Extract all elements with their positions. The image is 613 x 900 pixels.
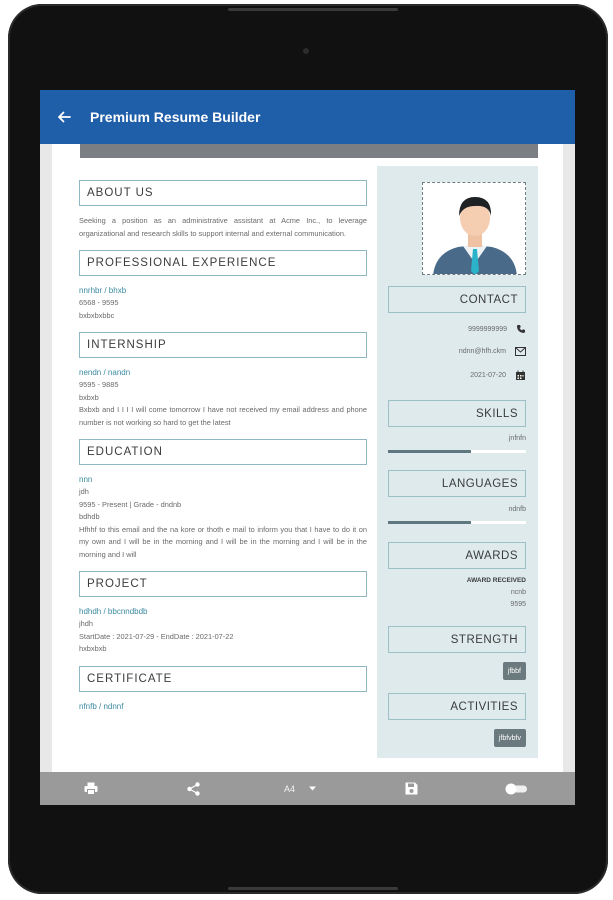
language-level-fill <box>388 521 471 524</box>
about-section <box>79 180 367 240</box>
resume-page <box>52 144 563 772</box>
bottom-toolbar <box>40 772 575 805</box>
strength-chip: jfbbf <box>503 662 526 680</box>
experience-title: nnrhbr / bhxb <box>79 286 127 295</box>
contact-phone: 9999999999 <box>468 325 507 333</box>
app-bar <box>40 90 575 144</box>
internship-dates: 9595 - 9885 <box>79 380 119 389</box>
save-icon <box>405 782 418 795</box>
education-line-1: jdh <box>79 487 89 496</box>
share-button[interactable] <box>180 772 206 805</box>
education-header: EDUCATION <box>79 439 367 465</box>
activities-header: ACTIVITIES <box>388 693 526 720</box>
save-button[interactable] <box>398 772 424 805</box>
education-description: Hfhhf to this email and the na kore or thoth e mail to inform you that I have to do it on my own and I will be in the morning and I will be in the morning and I will be in the morning and I will <box>79 524 367 559</box>
internship-section <box>79 332 367 429</box>
experience-detail: bxbxbxbbc <box>79 310 115 320</box>
person-avatar-icon <box>423 183 526 275</box>
education-line-3: bdhdb <box>79 512 100 521</box>
contact-header: CONTACT <box>388 286 526 313</box>
skill-item: jnfnfn <box>508 435 526 442</box>
skill-level-fill <box>388 450 471 453</box>
share-icon <box>187 782 200 796</box>
certificate-section <box>79 666 367 713</box>
awards-header: AWARDS <box>388 542 526 569</box>
language-level-bar <box>388 521 526 524</box>
tablet-top-edge <box>228 8 398 11</box>
resume-preview-area[interactable] <box>40 144 575 772</box>
paper-size-value: A4 <box>283 783 295 794</box>
about-header: ABOUT US <box>79 180 367 206</box>
back-arrow-icon[interactable] <box>44 90 84 144</box>
skill-level-bar <box>388 450 526 453</box>
phone-icon <box>516 324 526 334</box>
profile-photo <box>422 182 526 275</box>
language-item: ndnfb <box>508 506 526 513</box>
certificate-header: CERTIFICATE <box>79 666 367 692</box>
education-title: nnn <box>79 475 93 484</box>
project-title: hdhdh / bbcnndbdb <box>79 607 148 616</box>
internship-title: nendn / nandn <box>79 368 131 377</box>
award-line-2: 9595 <box>510 601 526 608</box>
internship-detail: bxbxb <box>79 392 99 402</box>
certificate-title: nfnfb / ndnnf <box>79 701 124 711</box>
app-screen <box>40 90 575 805</box>
paper-size-dropdown[interactable] <box>274 772 326 805</box>
internship-header: INTERNSHIP <box>79 332 367 358</box>
internship-description: Bxbxb and I I I I will come tomorrow I have not received my email address and phone number is not working so hard to get the latest <box>79 405 367 427</box>
tablet-bottom-edge <box>228 887 398 890</box>
education-line-2: 9595 - Present | Grade - dndnb <box>79 499 182 509</box>
resume-top-band <box>80 144 538 158</box>
experience-dates: 6568 - 9595 <box>79 298 119 307</box>
print-button[interactable] <box>78 772 104 805</box>
activities-chip: jfbfvbfv <box>494 729 526 747</box>
front-camera <box>303 48 309 54</box>
app-title: Premium Resume Builder <box>90 109 261 125</box>
project-line-1: jhdh <box>79 619 93 628</box>
contact-email: ndnn@hfh.ckm <box>458 348 506 355</box>
toggle-icon <box>504 782 530 796</box>
project-header: PROJECT <box>79 571 367 597</box>
contact-phone-row <box>468 324 526 334</box>
strength-header: STRENGTH <box>388 626 526 653</box>
calendar-icon <box>515 370 526 381</box>
contact-date: 2021-07-20 <box>470 372 506 379</box>
email-icon <box>515 347 526 356</box>
skills-header: SKILLS <box>388 400 526 427</box>
languages-header: LANGUAGES <box>388 470 526 497</box>
print-icon <box>84 782 98 795</box>
resume-main-column <box>79 180 367 723</box>
award-label: AWARD RECEIVED <box>466 577 526 584</box>
award-line-1: ncnb <box>510 589 526 596</box>
experience-header: PROFESSIONAL EXPERIENCE <box>79 250 367 276</box>
project-line-3: hxbxbxb <box>79 644 107 653</box>
experience-section <box>79 250 367 322</box>
contact-date-row <box>470 370 526 381</box>
toggle-switch[interactable] <box>502 772 532 805</box>
chevron-down-icon <box>309 786 316 791</box>
education-section <box>79 439 367 561</box>
resume-sidebar <box>377 166 538 758</box>
contact-email-row <box>459 347 526 356</box>
project-section <box>79 571 367 656</box>
project-line-2: StartDate : 2021-07-29 - EndDate : 2021-07-22 <box>79 631 234 641</box>
about-text: Seeking a position as an administrative assistant at Acme Inc., to leverage organizational and research skills to support internal and external communication. <box>79 216 367 238</box>
